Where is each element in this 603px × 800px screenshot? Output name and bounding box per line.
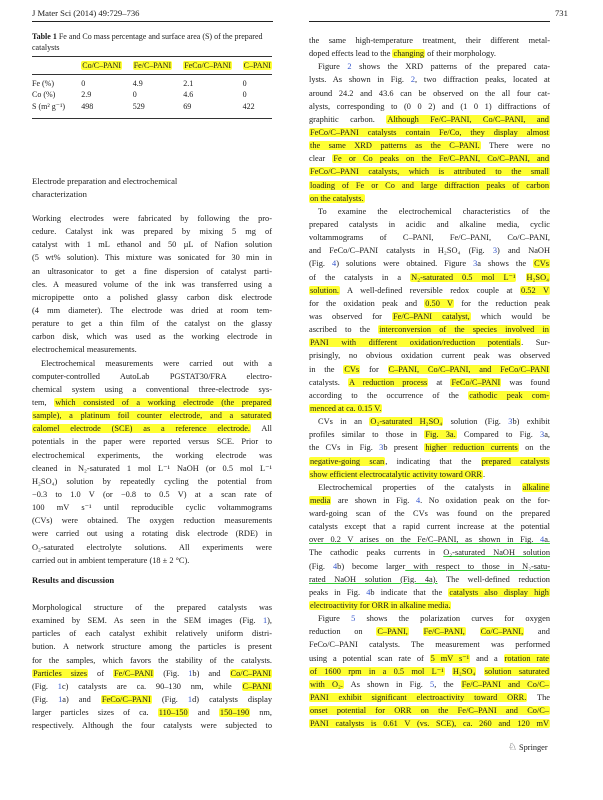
text-line: FeCo/C–PANI catalysts. The measurement was performed: [309, 640, 550, 650]
journal-header: J Mater Sci (2014) 49:729–736: [32, 8, 140, 18]
figure-link[interactable]: 5: [430, 679, 435, 689]
text-line: 100 mV s⁻¹ until reproducible cyclic voltammograms: [32, 503, 272, 513]
text-line: Electrochemical properties of the catalysts in alkaline: [318, 482, 549, 492]
highlight: PANI with different oxidation/reduction potentials: [310, 338, 521, 348]
text-line: carried out in ambient temperature (18 ± 2 °C).: [32, 555, 190, 565]
underline-annotation: rated NaOH solution (Fig. 4a).: [309, 574, 438, 584]
figure-link[interactable]: 4: [415, 495, 421, 505]
text-line: (Fig. 4b) become larger with respect to those in N₂-satu-: [309, 561, 551, 571]
table-cell: 0: [242, 79, 247, 88]
text-line: tem, which consisted of a working electrode (the prepared: [32, 397, 271, 407]
figure-link[interactable]: 2: [410, 75, 415, 85]
highlight: which consisted of a working electrode (the prepared: [55, 397, 271, 407]
text-line: H₂SO₄) solution by repeatedly cycling the potential from: [32, 476, 272, 486]
table-row: [32, 88, 272, 101]
text-line: ascribed to the interconversion of the species involved in: [309, 325, 549, 335]
table-row: [32, 101, 272, 114]
highlight: C–PANI, Co/C–PANI, and FeCo/C–PANI: [388, 364, 549, 374]
text-line: (Fig. 1a) and FeCo/C–PANI (Fig. 1d) catalysts display: [32, 694, 272, 704]
highlight: the same XRD patterns as the C–PANI.: [310, 141, 480, 151]
highlight: 5 mV s⁻¹: [430, 653, 470, 663]
text-line: respectively. Although the four catalysts were subjected to: [32, 721, 272, 731]
text-line: alysts, corresponding to (0 0 2) and (1 0 1) diffractions of: [309, 101, 550, 111]
text-line: (4 mm diameter). The electrode was dried at room tem-: [32, 305, 272, 315]
text-line: in the CVs for C–PANI, Co/C–PANI, and FeCo/C–PANI: [309, 364, 549, 374]
table-cell: 2.9: [81, 89, 92, 99]
text-line: [309, 704, 550, 717]
text-line: lysts. As shown in Fig. 2, two diffraction peaks, located at: [309, 75, 550, 85]
header-rule-right: [309, 21, 550, 22]
text-line: around 24.2 and 43.6 can be observed on the all four cat-: [309, 88, 550, 98]
text-line: graphitic carbon. Although Fe/C–PANI, Co/C–PANI, and: [309, 114, 549, 124]
text-line: Electrochemical measurements were carried out with a: [41, 358, 272, 368]
highlight: rotation rate: [504, 653, 549, 663]
highlight: FeCo/C–PANI catalysts contain Fe/Co, they display almost: [310, 127, 549, 137]
text-line: (CVs) were obtained. The oxygen reduction measurements: [32, 516, 272, 526]
table-row-label: S (m² g⁻¹): [32, 102, 66, 112]
highlight: Co/C–PANI: [230, 668, 272, 678]
text-line: and FeCo/C–PANI catalysts in H₂SO₄ (Fig. 3) and NaOH: [309, 246, 550, 256]
table-row-label: Co (%): [32, 89, 56, 99]
text-line: electrochemical measurements.: [32, 345, 137, 355]
table-cell: 0: [132, 89, 137, 99]
highlight: media: [310, 495, 331, 505]
text-line: doped effects lead to the changing of their morphology.: [309, 49, 496, 59]
highlight: changing: [393, 49, 425, 59]
text-line: Particles sizes of Fe/C–PANI (Fig. 1b) and Co/C–PANI: [33, 668, 272, 678]
text-line: the same XRD patterns as the C–PANI. There were no: [310, 141, 550, 151]
highlight: onset potential for ORR on the Fe/C–PANI and Co/C–: [310, 706, 549, 716]
highlight: solution.: [310, 285, 339, 295]
figure-link[interactable]: 2: [347, 62, 352, 72]
text-line: for the oxidation peak and 0.50 V for the reduction peak: [309, 298, 551, 308]
table-header-cell: C–PANI: [243, 60, 271, 70]
highlight: C–PANI,: [377, 627, 408, 637]
highlight: N₂-saturated 0.5 mol L⁻¹: [411, 272, 516, 282]
text-line: cleaned in N₂-saturated 1 mol L⁻¹ NaOH (or 0.5 mol L⁻¹: [32, 463, 272, 473]
publisher-name: Springer: [519, 743, 548, 752]
text-line: prisingly, no obvious oxidation current peak was observed: [309, 351, 550, 361]
text-line: [32, 409, 272, 422]
text-line: was observed for Fe/C–PANI catalyst, which would be: [309, 311, 550, 321]
highlight: Fig. 3a.: [425, 430, 456, 440]
text-line: examined by SEM. As seen in the SEM images (Fig. 1),: [32, 616, 272, 626]
text-line: an ultrasonicator to get a fine dispersion of catalyst parti-: [32, 266, 272, 276]
left-column-results: [32, 601, 272, 732]
highlight: alkaline: [522, 482, 549, 492]
figure-link[interactable]: 3: [492, 246, 497, 256]
highlight: FeCo/C–PANI: [451, 377, 501, 387]
table-cell: 4.9: [132, 79, 143, 88]
page-number: 731: [555, 8, 568, 18]
text-line: the same high-temperature treatment, their different metal-: [309, 36, 550, 45]
highlight: electroactivity for ORR in alkaline media.: [310, 601, 451, 611]
highlight: Co/C–PANI,: [480, 627, 524, 637]
text-line: cedure. Catalyst ink was prepared by mixing 5 mg of: [32, 227, 272, 237]
text-line: carbon disk, which was used as the working electrode in: [32, 332, 272, 342]
table-header-cell: Fe/C–PANI: [133, 60, 172, 70]
publisher-logo: [508, 742, 548, 753]
text-line: [309, 192, 550, 205]
table-header-blank: [32, 58, 81, 72]
text-line: over 0.2 V arises on the Fe/C–PANI, as shown in Fig. 4a.: [309, 535, 550, 545]
underline-annotation: O₂-saturated NaOH solution: [443, 548, 551, 558]
highlight: catalysts also display high: [449, 587, 549, 597]
figure-link[interactable]: 3: [473, 259, 478, 269]
highlight: interconversion of the species involved in: [379, 325, 549, 335]
text-line: Figure 5 shows the polarization curves for oxygen: [318, 614, 550, 624]
text-line: show efficient electrocatalytic activity toward ORR.: [310, 469, 486, 479]
highlight: PANI catalysts is 0.61 V (vs. SCE), ca. 260 and 120 mV: [310, 719, 549, 729]
text-line: (Fig. 4) solutions were obtained. Figure 3a shows the CVs: [309, 259, 549, 269]
highlight: Fe/C–PANI catalyst,: [392, 311, 470, 321]
text-line: PANI with different oxidation/reduction potentials. Sur-: [310, 338, 550, 348]
text-line: using a potential scan rate of 5 mV s⁻¹ and a rotation rate: [309, 653, 549, 663]
text-line: larger particles sizes of ca. 110–150 and 150–190 nm,: [32, 708, 272, 718]
figure-link[interactable]: 1: [57, 681, 62, 691]
figure-link[interactable]: 4: [366, 587, 371, 597]
highlight: PANI exhibit significant electroactivity toward ORR.: [310, 693, 527, 703]
figure-link[interactable]: 4: [540, 535, 545, 545]
text-line: [309, 599, 550, 612]
table-rule-bottom: [32, 118, 272, 119]
highlight: 0.52 V: [521, 285, 550, 295]
text-line: clear Fe or Co peaks on the Fe/C–PANI, Co/C–PANI, and: [309, 154, 550, 164]
text-line: electrochemical experiments, the working electrode was: [32, 450, 272, 460]
figure-link[interactable]: 4: [332, 259, 337, 269]
table-cell: 0: [81, 79, 86, 88]
text-line: according to the occurrence of the cathodic peak com-: [309, 390, 549, 400]
highlight: H₂SO₄: [526, 272, 550, 282]
text-line: micropipette onto a polished glassy carbon disk electrode: [32, 292, 272, 302]
highlight: H₂SO₄: [452, 666, 476, 676]
section-heading-results: Results and discussion: [32, 575, 115, 585]
figure-link[interactable]: 1: [262, 616, 268, 626]
text-line: catalysts except that a rapid current increase at the potential: [309, 522, 550, 532]
text-line: computer-controlled AutoLab PGSTAT30/FRA electro-: [32, 371, 272, 381]
text-line: profiles similar to those in Fig. 3a. Compared to Fig. 3a,: [309, 430, 551, 440]
text-line: chemical system using a conventional three-electrode sys-: [32, 384, 272, 394]
text-line: were carried out using a rotating disk electrode (RDE) in: [32, 529, 272, 539]
text-line: −0.3 to 1.0 V (or −0.8 to 0.5 V) at a scan rate of: [32, 489, 272, 499]
text-line: the CVs in Fig. 3b present higher reduction currents on the: [309, 443, 550, 453]
figure-link[interactable]: 1: [188, 668, 193, 678]
figure-link[interactable]: 3: [540, 430, 545, 440]
highlight: Fe/C–PANI,: [423, 627, 465, 637]
highlight: Particles sizes: [33, 668, 87, 678]
left-column-methods: [32, 212, 272, 567]
highlight: Although Fe/C–PANI, Co/C–PANI, and: [387, 114, 549, 124]
right-column: [309, 34, 550, 730]
text-line: cles. A measured volume of the ink was transferred using a: [32, 279, 272, 289]
highlight: solution saturated: [484, 666, 549, 676]
text-line: To examine the electrochemical characteristics of the: [318, 206, 550, 216]
text-line: reduction on C–PANI, Fe/C–PANI, Co/C–PANI, and: [309, 627, 550, 637]
text-line: ward-going scan of the CVs was found on the prepared: [309, 509, 550, 519]
table-caption: [32, 31, 272, 53]
text-line: negative-going scan, indicating that the prepared catalysts: [310, 456, 549, 466]
highlight: calomel electrode (SCE) as a reference electrode.: [33, 424, 250, 434]
text-line: calomel electrode (SCE) as a reference electrode. All: [33, 424, 272, 434]
table-caption-label: Table 1: [32, 32, 57, 41]
table-cell: 529: [132, 102, 145, 112]
text-line: Figure 2 shows the XRD patterns of the prepared cata-: [318, 62, 550, 72]
highlight: 150–190: [219, 708, 250, 718]
text-line: rated NaOH solution (Fig. 4a). The well-defined reduction: [309, 574, 550, 584]
text-line: [309, 717, 550, 730]
header-rule-left: [32, 21, 273, 22]
text-line: (Fig. 1c) catalysts are ca. 90–130 nm, while C–PANI: [32, 681, 271, 691]
text-line: Working electrodes were fabricated by following the pro-: [32, 214, 272, 223]
highlight: higher reduction currents: [425, 443, 518, 453]
text-line: PANI exhibit significant electroactivity toward ORR. The: [310, 693, 550, 703]
section-heading-electrode: Electrode preparation and electrochemical characterization: [32, 176, 178, 199]
figure-link[interactable]: 1: [187, 694, 193, 704]
highlight: with O₂.: [310, 679, 343, 689]
text-line: catalyst with 1 mL ethanol and 50 µL of Nafion solution: [32, 240, 272, 250]
text-line: The cathodic peaks currents in O₂-saturated NaOH solution: [309, 548, 551, 558]
highlight: show efficient electrocatalytic activity toward ORR: [310, 469, 482, 479]
table-row: [32, 72, 272, 88]
highlight: Fe/C–PANI and Co/C–: [461, 679, 549, 689]
text-line: (5 wt% solution). This mixture was sonicated for 30 min in: [32, 253, 272, 263]
highlight: cathodic peak com-: [469, 390, 549, 400]
text-line: particles of each catalyst exhibit relatively uniform distri-: [32, 629, 272, 639]
text-line: bution. A network structure among the particles is present: [32, 642, 272, 652]
table-rule-top: [32, 56, 272, 57]
highlight: CVs: [344, 364, 360, 374]
highlight: negative-going scan: [310, 456, 385, 466]
highlight: O₂-saturated H₂SO₄: [370, 417, 443, 427]
springer-horse-icon: ♘: [508, 742, 517, 753]
text-line: catalysts. A reduction process at FeCo/C–PANI was found: [309, 377, 550, 387]
highlight: C–PANI: [242, 681, 271, 691]
text-line: [309, 179, 550, 192]
highlight: on the catalysts.: [310, 193, 364, 203]
figure-link[interactable]: 4: [332, 561, 338, 571]
underline-annotation: over 0.2 V arises on the Fe/C–PANI, as shown in Fig.: [309, 535, 541, 545]
highlight: 0.50 V: [425, 298, 453, 308]
text-line: [309, 165, 550, 178]
highlight: prepared catalysts: [481, 456, 549, 466]
table-cell: 498: [81, 102, 94, 112]
table-header-cell: Co/C–PANI: [82, 60, 122, 70]
text-line: voltammograms of C–PANI, Fe/C–PANI, Co/C–PANI,: [309, 233, 550, 243]
text-line: for the samples, which favors the stability of the catalysts.: [32, 655, 272, 665]
text-line: O₂-saturated electrolyte solutions. All experiments were: [32, 542, 272, 552]
highlight: loading of Fe or Co and large diffraction peaks of carbon: [310, 180, 549, 190]
highlight: FeCo/C–PANI catalysts, which is attributed to the small: [310, 167, 549, 177]
text-line: perature to get a thin film of the catalyst on the glassy: [32, 319, 272, 329]
text-line: Morphological structure of the prepared catalysts was: [32, 603, 272, 612]
highlight: Fe/C–PANI: [114, 668, 154, 678]
text-line: peaks in Fig. 4b indicate that the catalysts also display high: [309, 587, 549, 597]
highlight: sample), a platinum foil counter electrode, and a saturated: [33, 411, 271, 421]
text-line: prepared catalysts in acidic and alkaline media, cyclic: [309, 219, 550, 229]
highlight: FeCo/C–PANI: [101, 694, 151, 704]
table-header-row: [32, 58, 272, 72]
figure-link[interactable]: 5: [351, 614, 356, 624]
highlight: A reduction process: [348, 377, 428, 387]
text-line: [309, 126, 550, 139]
highlight: Fe or Co peaks on the Fe/C–PANI, Co/C–PANI, and: [333, 154, 550, 164]
text-line: solution. A well-defined reversible redox couple at 0.52 V: [310, 285, 550, 295]
table-cell: 69: [183, 102, 192, 112]
text-line: [309, 665, 550, 678]
catalyst-table: [32, 58, 272, 113]
table-header-cell: FeCo/C–PANI: [184, 60, 232, 70]
text-line: potentials in the paper were reported versus SCE. Prior to: [32, 437, 272, 447]
figure-link[interactable]: 3: [379, 443, 384, 453]
highlight: 110–150: [158, 708, 188, 718]
table-row-label: Fe (%): [32, 79, 54, 88]
text-line: CVs in an O₂-saturated H₂SO₄ solution (Fig. 3b) exhibit: [318, 417, 550, 427]
text-line: of the catalysts in a N₂-saturated 0.5 mol L⁻¹ H₂SO₄: [309, 272, 550, 282]
figure-link[interactable]: 3: [508, 417, 513, 427]
highlight: menced at ca. 0.15 V.: [310, 403, 382, 413]
underline-annotation: with respect to those in N₂-satu-: [405, 561, 551, 571]
table-cell: 4.6: [183, 89, 194, 99]
figure-link[interactable]: 1: [58, 694, 63, 704]
table-cell: 422: [242, 102, 255, 112]
table-cell: 0: [242, 89, 247, 99]
text-line: media are shown in Fig. 4. No oxidation peak on the for-: [310, 495, 550, 505]
text-line: [309, 402, 550, 415]
table-cell: 2.1: [183, 79, 194, 88]
table-caption-text: Fe and Co mass percentage and surface area (S) of the prepared catalysts: [32, 32, 263, 52]
highlight: CVs: [534, 259, 549, 269]
text-line: with O₂. As shown in Fig. 5, the Fe/C–PANI and Co/C–: [310, 679, 549, 689]
highlight: of 1600 rpm in a 0.5 mol L⁻¹: [310, 666, 444, 676]
